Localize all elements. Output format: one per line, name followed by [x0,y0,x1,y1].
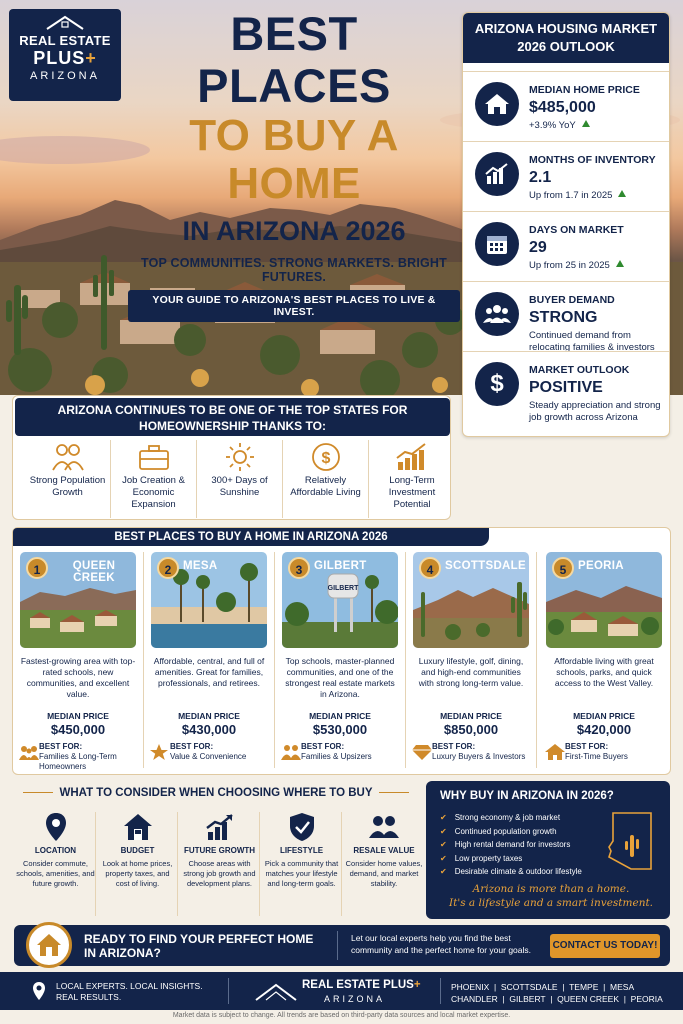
market-label: MONTHS OF INVENTORY [529,154,656,166]
footer-tagline: LOCAL EXPERTS. LOCAL INSIGHTS. REAL RESULTS. [56,981,203,1002]
divider [337,931,338,960]
city-price: $530,000 [312,722,368,737]
water-tower-label: GILBERT [327,585,359,592]
arrow-up-icon [582,120,590,127]
why-item: ✔ Low property taxes [440,852,582,866]
median-price-label: MEDIAN PRICE [178,711,240,721]
house-icon [475,82,519,126]
city-card-queen-creek[interactable] [17,552,139,772]
hero-title-line-3: IN ARIZONA 2026 [182,216,406,246]
market-sub: Continued demand from relocating families & investors [529,330,655,353]
city-photo [546,552,662,648]
market-value: POSITIVE [529,379,603,396]
city-price: $850,000 [443,722,499,737]
market-label: DAYS ON MARKET [529,224,624,236]
consider-item: FUTURE GROWTH Choose areas with strong job growth and development plans. [180,812,260,916]
market-row-buyer-demand [463,281,670,351]
median-price-label: MEDIAN PRICE [573,711,635,721]
city-photo [282,552,398,648]
best-for: BEST FOR: Families & Upsizers [301,742,372,761]
market-value: 2.1 [529,169,552,186]
hero-title-line-2: TO BUY A HOME [189,111,399,208]
consider-item: BUDGET Look at home prices, property taxes, and cost of living. [98,812,178,916]
sun-icon [223,442,257,472]
logo-line-1: REAL ESTATE [19,33,111,48]
house-icon [26,922,72,968]
reasons-heading: ARIZONA CONTINUES TO BE ONE OF THE TOP STATES FOR HOMEOWNERSHIP THANKS TO: [15,398,450,436]
consider-item: LIFESTYLE Pick a community that matches your lifestyle and long-term goals. [262,812,342,916]
median-price-label: MEDIAN PRICE [309,711,371,721]
why-tagline: Arizona is more than a home. It's a lifestyle and a smart investment. [448,883,654,909]
city-name: QUEEN CREEK [72,560,116,584]
reason-item: $ Relatively Affordable Living [283,440,369,518]
arrow-up-icon [616,260,624,267]
arrow-up-icon [618,190,626,197]
market-outlook-panel [462,12,670,437]
svg-text:$: $ [321,450,330,467]
market-row-outlook [463,351,670,437]
hero-banner: YOUR GUIDE TO ARIZONA'S BEST PLACES TO LIVE & INVEST. [128,290,460,322]
hero-tagline: TOP COMMUNITIES. STRONG MARKETS. BRIGHT FUTURES. [141,256,447,284]
divider [143,552,144,768]
city-price: $420,000 [576,722,632,737]
star-icon [150,744,168,760]
divider [440,978,441,1004]
median-price-label: MEDIAN PRICE [47,711,109,721]
city-description: Fastest-growing area with top-rated schools, new communities, and excellent value. [20,656,136,699]
market-sub: Up from 1.7 in 2025 [529,190,664,202]
shield-check-icon [288,812,316,842]
best-for: BEST FOR: Luxury Buyers & Investors [432,742,526,761]
location-pin-icon [32,982,46,1000]
best-for: BEST FOR: Families & Long-Term Homeowners [39,742,117,771]
city-description: Top schools, master-planned communities, and one of the strongest real estate markets in Arizona. [285,656,395,699]
city-photo [20,552,136,648]
family-icon [19,744,39,760]
growth-chart-icon [395,442,429,472]
market-label: MARKET OUTLOOK [529,364,630,376]
city-card-mesa[interactable] [148,552,270,772]
footer: LOCAL EXPERTS. LOCAL INSIGHTS. REAL RESULTS. REAL ESTATE PLUS+ ARIZONA PHOENIX | SCOTTSDALE | TEMPE | MESA CHANDLER | GILBERT | QUEEN CREEK | PEORIA [0,972,683,1010]
why-list [440,811,582,879]
city-rank-badge: 2 [157,557,179,579]
city-name: SCOTTSDALE [445,560,526,572]
footer-cities: PHOENIX | SCOTTSDALE | TEMPE | MESA CHANDLER | GILBERT | QUEEN CREEK | PEORIA [451,982,663,1004]
city-name: PEORIA [578,560,624,572]
calendar-icon [475,222,519,266]
location-pin-icon [44,812,68,842]
market-value: $485,000 [529,99,596,116]
roof-logo-icon [45,15,85,31]
city-rank-badge: 5 [552,557,574,579]
why-item: ✔ Desirable climate & outdoor lifestyle [440,865,582,879]
best-places-section [12,527,671,775]
median-price-label: MEDIAN PRICE [440,711,502,721]
reason-item: Job Creation & Economic Expansion [111,440,197,518]
market-sub: Up from 25 in 2025 [529,260,664,272]
market-label: BUYER DEMAND [529,294,615,306]
cta-banner [14,925,670,966]
dollar-icon: $ [475,362,519,406]
city-rank-badge: 1 [26,557,48,579]
city-photo [413,552,529,648]
brand-logo[interactable] [9,9,121,101]
divider [228,978,229,1004]
best-places-heading: BEST PLACES TO BUY A HOME IN ARIZONA 2026 [13,528,489,546]
market-value: 29 [529,239,547,256]
city-rank-badge: 4 [419,557,441,579]
divider [274,552,275,768]
consider-section [12,782,423,920]
people-icon [368,812,400,842]
market-row-days-on-market [463,211,670,281]
logo-line-2: PLUS+ [33,48,97,68]
why-item: ✔ High rental demand for investors [440,838,582,852]
why-heading: WHY BUY IN ARIZONA IN 2026? [440,790,614,802]
city-rank-badge: 3 [288,557,310,579]
city-description: Affordable, central, and full of amenities. Great for families, professionals, and retirees. [153,656,265,688]
hero-title-line-1: BEST PLACES [197,7,391,112]
consider-item: RESALE VALUE Consider home values, demand, and market stability. [344,812,424,916]
city-card-peoria[interactable] [543,552,665,772]
family-icon [281,744,301,760]
best-for: BEST FOR: First-Time Buyers [565,742,628,761]
market-label: MEDIAN HOME PRICE [529,84,640,96]
divider [405,552,406,768]
consider-item: LOCATION Consider commute, schools, amenities, and future growth. [16,812,96,916]
why-item: ✔ Continued population growth [440,825,582,839]
cta-title: READY TO FIND YOUR PERFECT HOME IN ARIZONA? [84,932,314,960]
hero-title-block [128,8,460,322]
market-row-inventory [463,141,670,211]
consider-heading: WHAT TO CONSIDER WHEN CHOOSING WHERE TO BUY [12,787,420,799]
growth-chart-icon [205,812,235,842]
city-name: GILBERT [314,560,367,572]
roof-logo-icon [254,982,298,1002]
house-icon [545,744,565,760]
reason-item: 300+ Days of Sunshine [197,440,283,518]
market-heading: ARIZONA HOUSING MARKET 2026 OUTLOOK [463,13,669,63]
diamond-icon [412,744,432,760]
cta-text: Let our local experts help you find the best community and the perfect home for your goals. [351,933,532,955]
contact-us-button[interactable]: CONTACT US TODAY! [550,934,660,958]
market-sub: Steady appreciation and strong job growth across Arizona [529,400,661,423]
reasons-section [12,395,451,520]
house-icon [123,812,153,842]
arizona-map-icon [607,811,655,871]
market-sub: +3.9% YoY [529,120,664,132]
market-value: STRONG [529,309,598,326]
why-arizona-panel [426,781,670,919]
city-card-gilbert[interactable] [279,552,401,772]
city-price: $450,000 [50,722,106,737]
market-row-median-price [463,71,670,141]
why-item: ✔ Strong economy & job market [440,811,582,825]
dollar-coin-icon [309,442,343,472]
population-icon [51,442,85,472]
chart-icon [475,152,519,196]
reason-item: Strong Population Growth [25,440,111,518]
city-name: MESA [183,560,218,572]
people-icon [475,292,519,336]
briefcase-icon [137,442,171,472]
best-for: BEST FOR: Value & Convenience [170,742,247,761]
reason-item: Long-Term Investment Potential [369,440,455,518]
city-photo [151,552,267,648]
logo-line-3: ARIZONA [30,70,100,82]
city-price: $430,000 [181,722,237,737]
divider [536,552,537,768]
disclaimer: Market data is subject to change. All trends are based on third-party data sources and local market expertise. [172,1012,511,1019]
city-description: Luxury lifestyle, golf, dining, and high-end communities with strong long-term value. [418,656,524,688]
city-card-scottsdale[interactable] [410,552,532,772]
city-description: Affordable living with great schools, parks, and quick access to the West Valley. [554,656,654,688]
